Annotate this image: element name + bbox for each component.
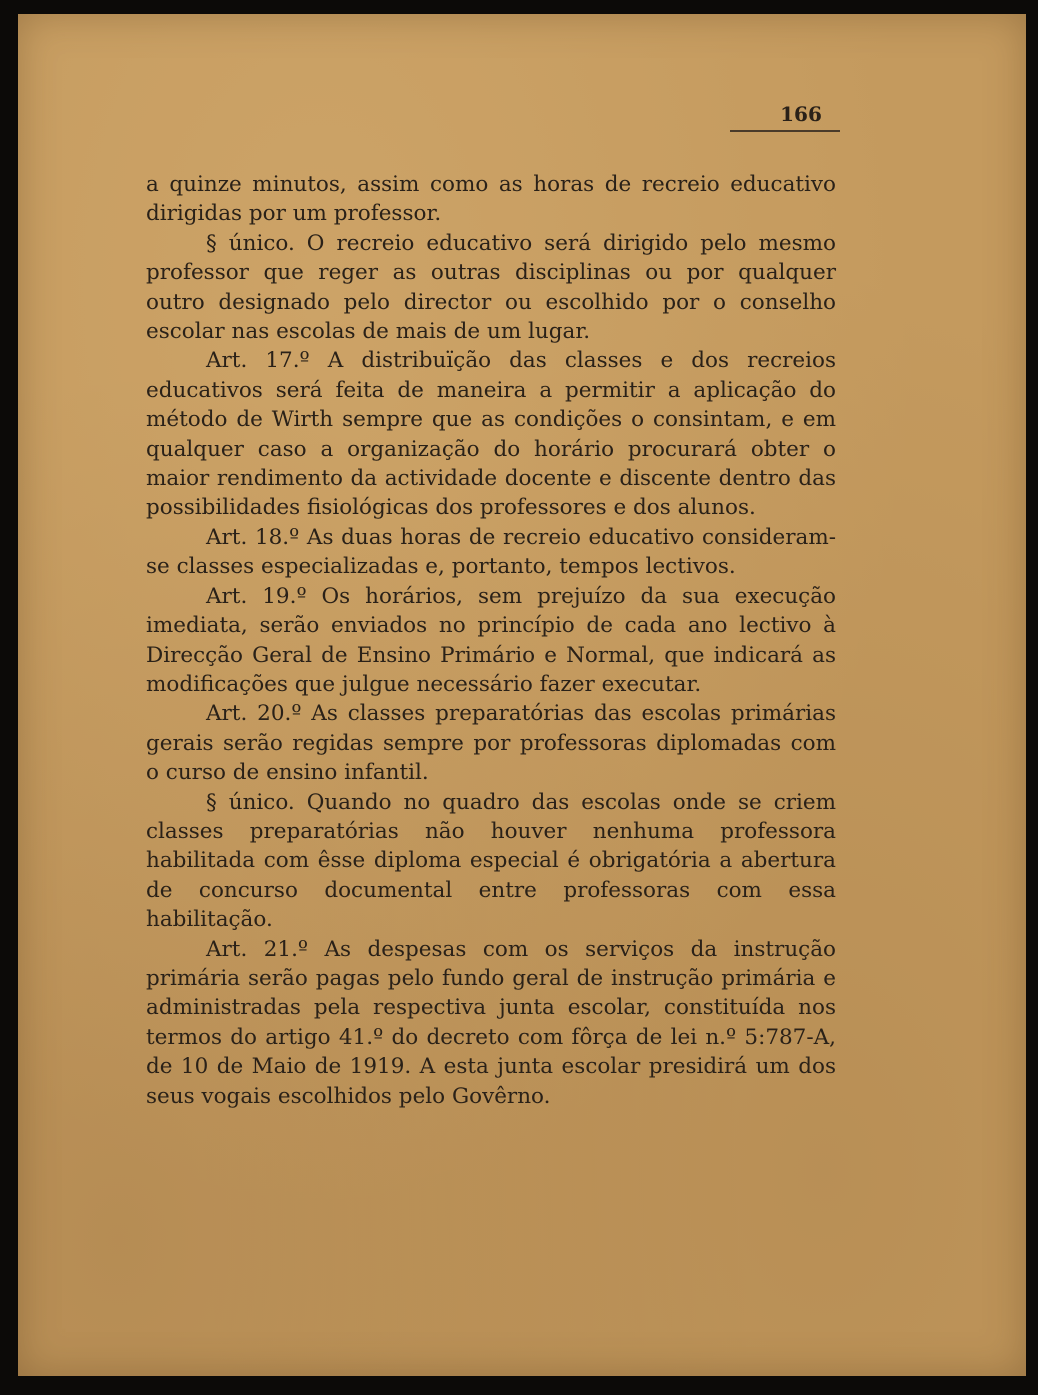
paragraph-section-single-2: § único. Quando no quadro das escolas onde se criem classes preparatórias não houver nenhuma professora habilitada com êsse diploma especial é obrigatória a abertura de concurso documental entre professoras com essa habilitação.	[146, 789, 836, 933]
paragraph-section-single: § único. O recreio educativo será dirigido pelo mesmo professor que reger as outras disciplinas ou por qualquer outro designado pelo director ou escolhido por o conselho escolar nas escolas de mais de um lugar.	[146, 230, 836, 345]
paragraph-article-17: Art. 17.º A distribuïção das classes e dos recreios educativos será feita de maneira a permitir a aplicação do método de Wirth sempre que as condições o consintam, e em qualquer caso a organização do horário procurará obter o maior rendimento da actividade docente e discente dentro das possibilidades fisiológicas dos professores e dos alunos.	[146, 348, 836, 521]
paragraph-continuation: a quinze minutos, assim como as horas de recreio educativo dirigidas por um professor.	[146, 172, 836, 227]
paragraph-article-21: Art. 21.º As despesas com os serviços da instrução primária serão pagas pelo fundo geral de instrução primária e administradas pela respectiva junta escolar, constituída nos termos do artigo 41.º do decreto com fôrça de lei n.º 5:787-A, de 10 de Maio de 1919. A esta junta escolar presidirá um dos seus vogais escolhidos pelo Govêrno.	[146, 936, 836, 1109]
paragraph-article-18: Art. 18.º As duas horas de recreio educativo consideram-se classes especializadas e, portanto, tempos lectivos.	[146, 524, 836, 580]
paragraph-article-19: Art. 19.º Os horários, sem prejuízo da sua execução imediata, serão enviados no princípio de cada ano lectivo à Direcção Geral de Ensino Primário e Normal, que indicará as modificações que julgue necessário fazer executar.	[146, 583, 836, 697]
paragraph-article-20: Art. 20.º As classes preparatórias das escolas primárias gerais serão regidas sempre por professoras diplomadas com o curso de ensino infantil.	[146, 701, 836, 786]
page-number: 166	[780, 102, 822, 126]
body-text	[146, 170, 836, 1111]
document-page	[18, 14, 1026, 1376]
page-number-rule	[730, 130, 840, 132]
